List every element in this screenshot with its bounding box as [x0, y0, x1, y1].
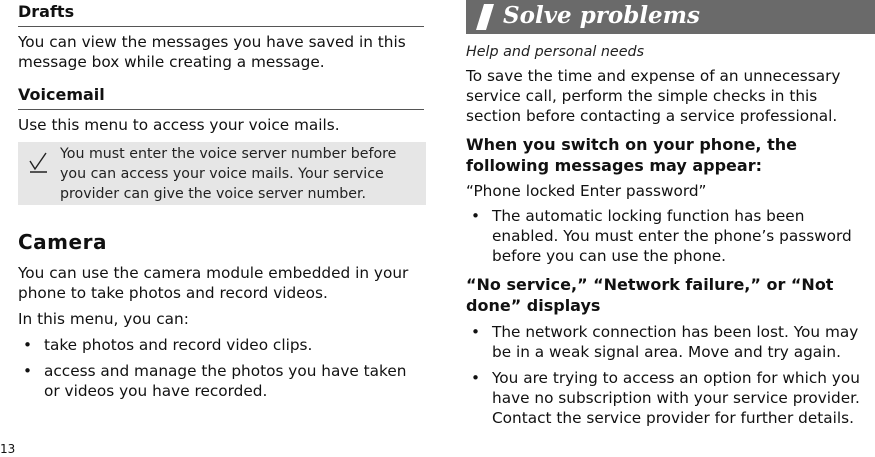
checkmark-icon	[28, 152, 48, 174]
voicemail-note-text: You must enter the voice server number before you can access your voice mails. Your service provider can give the voice server number.	[60, 146, 397, 202]
phone-locked-list	[466, 206, 872, 266]
list-item: • You are trying to access an option for which you have no subscription with your service provider. Contact the service provider for further details.	[466, 368, 872, 428]
list-item: • take photos and record video clips.	[18, 335, 424, 355]
drafts-heading: Drafts	[18, 2, 75, 21]
drafts-body: You can view the messages you have saved in this message box while creating a message.	[18, 33, 406, 71]
switch-on-heading: When you switch on your phone, the following messages may appear:	[466, 135, 797, 175]
list-item: • access and manage the photos you have taken or videos you have recorded.	[18, 361, 424, 401]
camera-bullet-list	[18, 335, 424, 401]
no-service-heading: “No service,” “Network failure,” or “Not done” displays	[466, 275, 834, 315]
banner-title: Solve problems	[503, 2, 700, 29]
right-intro: To save the time and expense of an unnecessary service call, perform the simple checks in this section before contacting a service professional.	[466, 67, 841, 125]
camera-intro: In this menu, you can:	[18, 310, 189, 328]
page-number: 13	[0, 442, 16, 456]
voicemail-rule	[18, 109, 424, 110]
drafts-rule	[18, 26, 424, 27]
no-service-list	[466, 322, 872, 428]
section-banner	[466, 0, 875, 34]
camera-heading: Camera	[18, 230, 107, 254]
camera-body: You can use the camera module embedded in your phone to take photos and record videos.	[18, 264, 409, 302]
phone-locked-message: “Phone locked Enter password”	[466, 182, 707, 200]
list-item: • The network connection has been lost. You may be in a weak signal area. Move and try again.	[466, 322, 872, 362]
subtitle: Help and personal needs	[466, 44, 645, 60]
list-item: • The automatic locking function has been enabled. You must enter the phone’s password before you can use the phone.	[466, 206, 872, 266]
voicemail-body: Use this menu to access your voice mails.	[18, 116, 340, 134]
banner-tab-shape	[476, 4, 494, 30]
voicemail-note	[18, 142, 426, 205]
voicemail-heading: Voicemail	[18, 85, 105, 104]
